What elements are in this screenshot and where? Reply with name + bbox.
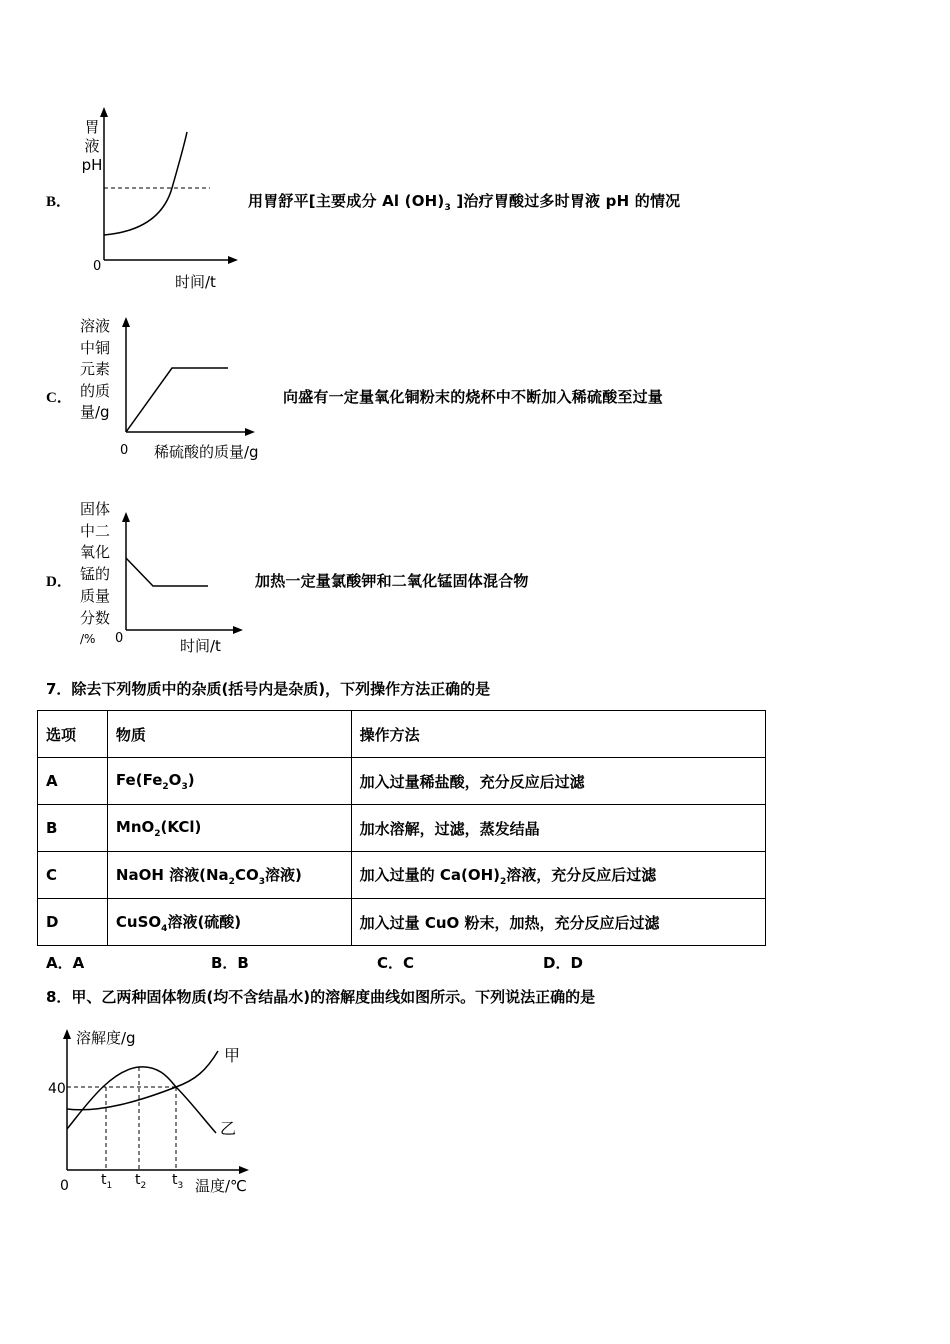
cell-text: 加入过量稀盐酸，充分反应后过滤: [359, 772, 585, 791]
q8-tick-t2: [135, 1170, 146, 1197]
method-cell: [351, 805, 765, 852]
table-row: [38, 852, 766, 899]
tick-sub: 1: [106, 1180, 113, 1191]
cell-text: ): [187, 770, 195, 789]
y-label-line: 分数: [80, 608, 111, 627]
substance-cell: [107, 805, 351, 852]
cell-sub: 2: [154, 828, 161, 839]
y-label-line: 的质: [80, 381, 111, 400]
choice-b[interactable]: B．B: [211, 954, 249, 972]
tick-text: t: [172, 1172, 178, 1188]
y-label-line: 中铜: [80, 338, 111, 357]
series-label-yi: 乙: [220, 1119, 237, 1138]
choice-a[interactable]: A．A: [46, 954, 85, 972]
option-cell: A: [38, 758, 108, 805]
cell-text: CuSO: [115, 912, 162, 931]
option-c-label: C．: [46, 390, 72, 406]
y-label-line: 中二: [80, 521, 111, 540]
table-header-row: [38, 711, 766, 758]
y-label-line: 胃: [84, 118, 100, 136]
curve-yi: [67, 1067, 216, 1133]
option-b-y-label: [80, 118, 104, 175]
cell-text: (KCl): [160, 817, 202, 836]
q7-table: [37, 710, 766, 946]
option-cell: C: [38, 852, 108, 899]
y-label-line: 液: [84, 137, 100, 155]
cell-text: NaOH 溶液(Na: [115, 865, 229, 884]
y-label-line: /%: [80, 632, 96, 647]
option-c-origin: 0: [120, 443, 129, 458]
option-d-desc: 加热一定量氯酸钾和二氧化锰固体混合物: [255, 572, 529, 590]
choice-d[interactable]: D．D: [543, 954, 583, 972]
option-cell: B: [38, 805, 108, 852]
tick-text: t: [101, 1172, 107, 1188]
option-c-desc: 向盛有一定量氧化铜粉末的烧杯中不断加入稀硫酸至过量: [283, 388, 664, 406]
option-d-label: D．: [46, 574, 72, 590]
option-cell: D: [38, 899, 108, 946]
cell-sub: 2: [500, 876, 507, 887]
cell-text: 加入过量 CuO 粉末，加热，充分反应后过滤: [359, 913, 660, 932]
substance-cell: [107, 899, 351, 946]
cell-text: Fe(Fe: [115, 770, 163, 789]
cell-sub: 4: [161, 923, 168, 934]
y-label-line: 固体: [80, 500, 111, 518]
q8-x-label: 温度/℃: [195, 1177, 247, 1195]
tick-text: t: [135, 1172, 141, 1188]
method-cell: [351, 758, 765, 805]
q7-title: 7．除去下列物质中的杂质(括号内是杂质)，下列操作方法正确的是: [46, 680, 491, 698]
q8-y-tick: 40: [48, 1081, 66, 1097]
y-label-line: 氧化: [80, 543, 111, 562]
method-cell: [351, 852, 765, 899]
option-b-x-label: 时间/t: [175, 273, 216, 291]
y-label-line: 质量: [80, 586, 111, 605]
desc-text: 用胃舒平[主要成分 Al (OH): [248, 192, 445, 210]
cell-sub: 3: [181, 781, 188, 792]
q8-y-label: 溶解度/g: [76, 1029, 136, 1047]
cell-text: 溶液): [264, 865, 302, 884]
cell-text: 溶液，充分反应后过滤: [506, 865, 657, 884]
cell-text: MnO: [115, 817, 155, 836]
cell-text: 溶液(硫酸): [167, 912, 242, 931]
desc-sub: 3: [444, 203, 451, 213]
substance-cell: [107, 758, 351, 805]
option-d-x-label: 时间/t: [180, 637, 221, 655]
table-row: [38, 805, 766, 852]
desc-text: ]治疗胃酸过多时胃液 pH 的情况: [450, 192, 681, 210]
table-row: [38, 758, 766, 805]
table-row: [38, 899, 766, 946]
y-label-line: 量/g: [80, 403, 110, 421]
series-label-jia: 甲: [224, 1046, 241, 1065]
y-label-line: pH: [81, 156, 103, 174]
substance-cell: [107, 852, 351, 899]
y-label-line: 溶液: [80, 317, 111, 335]
cell-sub: 2: [162, 781, 169, 792]
method-cell: [351, 899, 765, 946]
q8-origin: 0: [60, 1178, 69, 1194]
option-b-label: B．: [46, 194, 72, 210]
option-c-x-label: 稀硫酸的质量/g: [154, 443, 259, 461]
cell-text: 加水溶解，过滤，蒸发结晶: [359, 819, 540, 838]
option-d-origin: 0: [115, 631, 124, 646]
option-b-origin: 0: [93, 259, 102, 274]
q8-tick-t1: [101, 1170, 112, 1197]
cell-sub: 3: [258, 876, 265, 887]
cell-text: CO: [234, 865, 259, 884]
option-d-graph: [110, 508, 250, 638]
q8-tick-t3: [172, 1170, 183, 1197]
y-label-line: 锰的: [80, 565, 111, 584]
header-cell: 物质: [107, 711, 351, 758]
option-b-desc: [248, 190, 680, 213]
cell-text: 加入过量的 Ca(OH): [359, 865, 501, 884]
option-c-graph: [110, 315, 270, 445]
header-cell: 操作方法: [351, 711, 765, 758]
cell-sub: 2: [228, 876, 235, 887]
tick-sub: 2: [140, 1180, 147, 1191]
choice-c[interactable]: C．C: [377, 954, 415, 972]
header-cell: 选项: [38, 711, 108, 758]
q8-title: 8．甲、乙两种固体物质(均不含结晶水)的溶解度曲线如图所示。下列说法正确的是: [46, 988, 596, 1006]
cell-text: O: [168, 770, 182, 789]
y-label-line: 元素: [80, 360, 111, 378]
tick-sub: 3: [177, 1180, 184, 1191]
